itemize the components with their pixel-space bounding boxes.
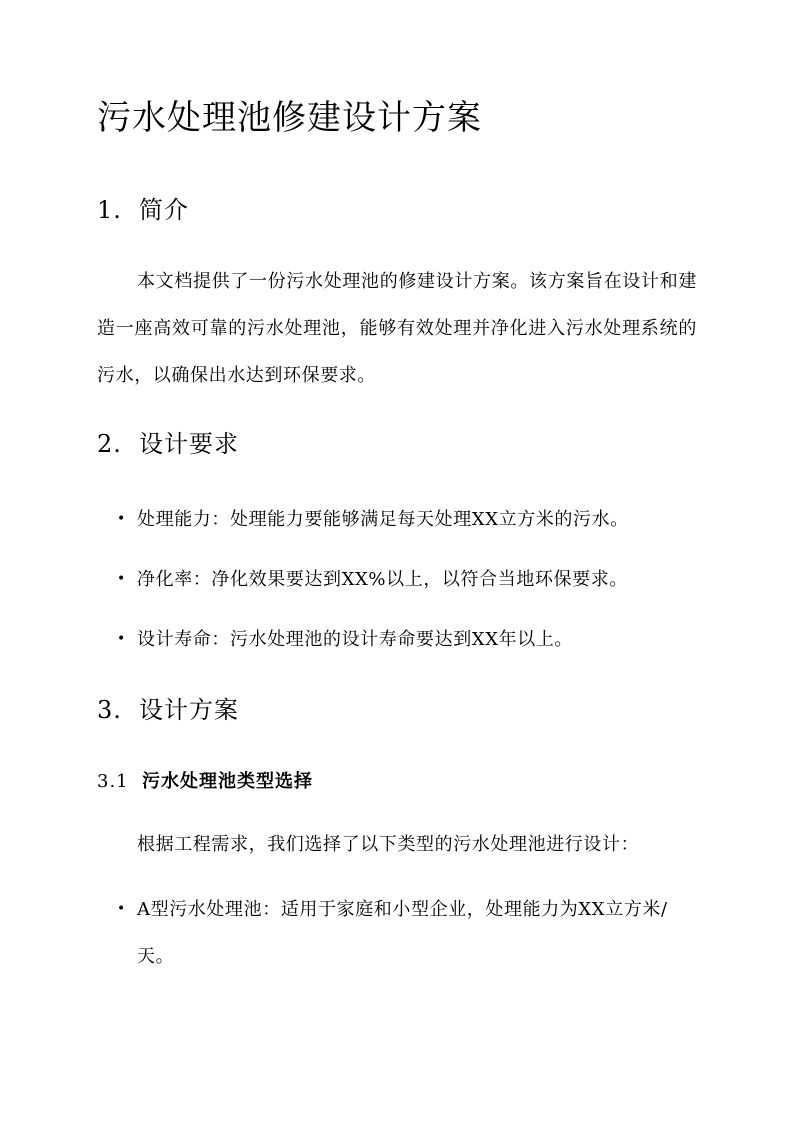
subsection-heading [97,769,313,795]
intro-paragraph: 本文档提供了一份污水处理池的修建设计方案。该方案旨在设计和建造一座高效可靠的污水处理池，能够有效处理并净化进入污水处理系统的污水，以确保出水达到环保要求。 [97,271,697,386]
section-heading-design [97,694,239,726]
subsection-number: 3.1 [97,771,129,792]
list-item-text: 处理能力：处理能力要能够满足每天处理XX立方米的污水。 [137,509,629,530]
section-heading-requirements [97,428,239,460]
list-item-text: 设计寿命：污水处理池的设计寿命要达到XX年以上。 [137,629,574,650]
list-item [117,496,697,543]
bullet-icon: • [117,511,126,527]
section-heading-intro [97,194,189,226]
section-number: 2. [97,430,122,458]
document-title: 污水处理池修建设计方案 [97,98,482,138]
section-number: 3. [97,696,122,724]
list-item-text: A型污水处理池：适用于家庭和小型企业，处理能力为XX立方米/天。 [137,899,668,967]
section-title: 简介 [139,196,189,224]
subsection-intro: 根据工程需求，我们选择了以下类型的污水处理池进行设计： [137,834,640,855]
list-item [117,556,697,603]
subsection-title: 污水处理池类型选择 [142,771,313,792]
list-item [117,886,697,980]
bullet-icon: • [117,901,126,917]
list-item-text: 净化率：净化效果要达到XX%以上，以符合当地环保要求。 [137,569,628,590]
section-number: 1. [97,196,122,224]
list-item [117,616,697,663]
section-title: 设计方案 [139,696,239,724]
bullet-icon: • [117,631,126,647]
section-title: 设计要求 [139,430,239,458]
bullet-icon: • [117,571,126,587]
